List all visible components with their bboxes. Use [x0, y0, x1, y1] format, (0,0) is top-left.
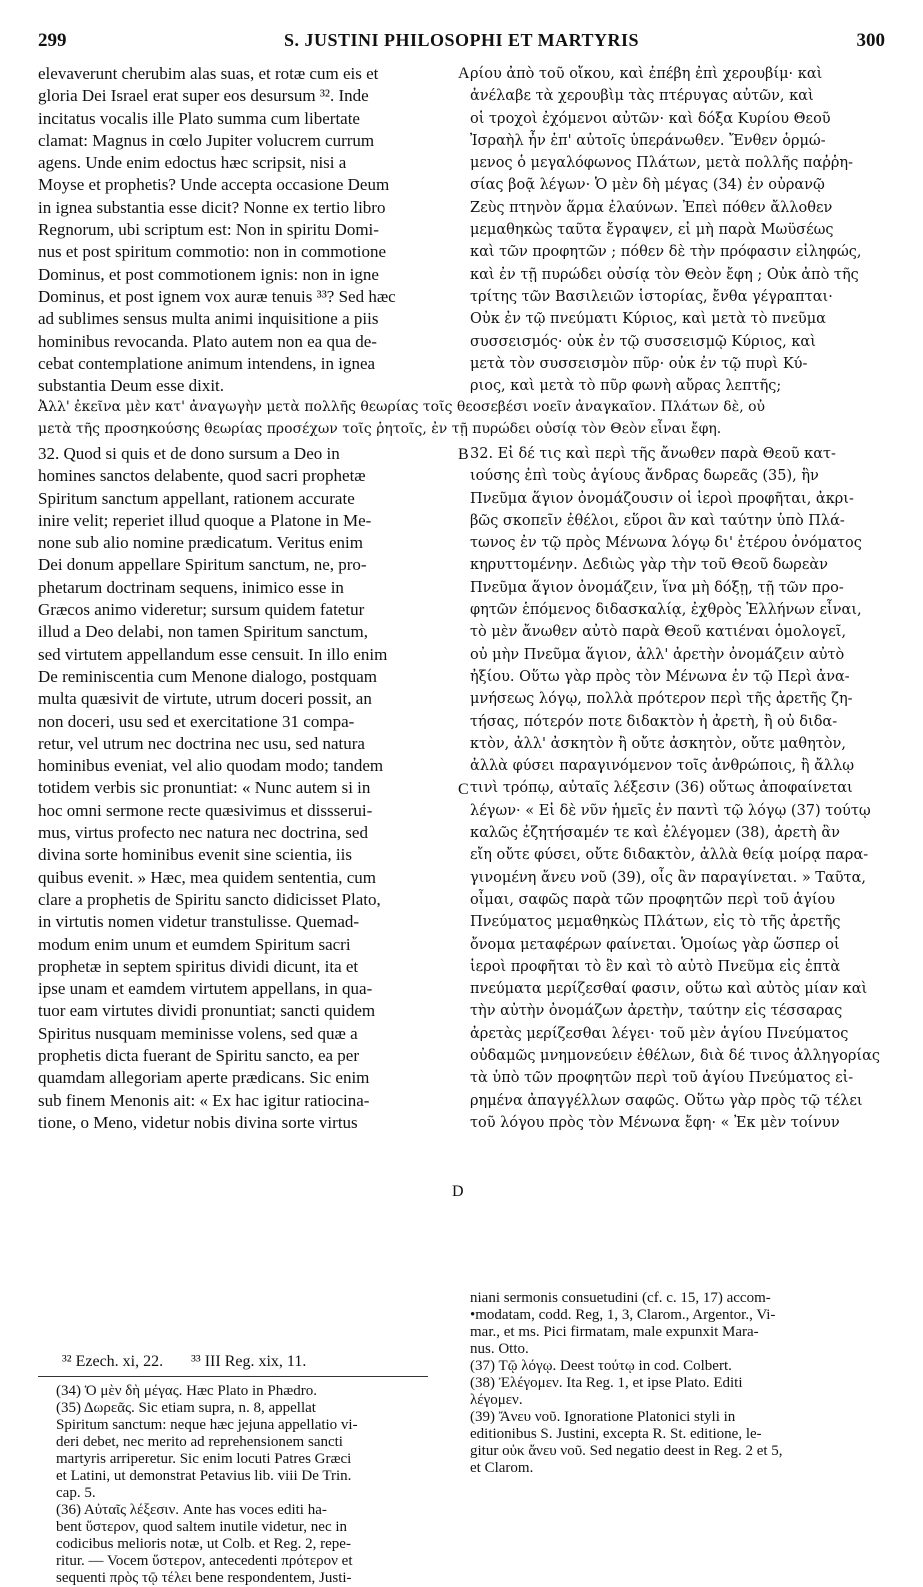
latin-line: De reminiscentia cum Menone dialogo, postquam	[38, 666, 377, 686]
greek-line: Ἰσραὴλ ἦν ἐπ' αὐτοῖς ὑπεράνωθεν. Ἔνθεν ὁρμώ-	[470, 132, 826, 149]
footnote-line: (38) Ἐλέγομεν. Ita Reg. 1, et ipse Plato. Editi	[470, 1375, 743, 1391]
margin-letter-d: D	[452, 1183, 464, 1200]
greek-line: φητῶν ἑπόμενος διδασκαλίᾳ, ἐχθρὸς Ἑλλήνων εἶναι,	[470, 602, 862, 619]
footnote-line: bent ὕστερον, quod saltem inutile videtur, nec in	[56, 1519, 348, 1535]
latin-line: sub finem Menonis ait: « Ex hac igitur ratiocina-	[38, 1090, 370, 1110]
margin-letter-b: B	[458, 446, 469, 463]
footnote-line: (39) Ἄνευ νοῦ. Ignoratione Platonici styli in	[470, 1409, 736, 1425]
footnote-line: sequenti πρὸς τῷ τέλει bene respondentem, Justi-	[56, 1570, 352, 1586]
latin-line: sed virtutem appellandum esse censuit. In illo enim	[38, 644, 388, 664]
greek-line: τὴν αὐτὴν ὀνομάζων ἀρετὴν, ταύτην εἰς τέσσαρας	[470, 1003, 843, 1020]
greek-line: ρίου ἀπὸ τοῦ οἴκου, καὶ ἐπέβη ἐπὶ χερουβίμ· καὶ	[470, 66, 823, 82]
latin-line: Dominus, et post commotionem ignis: non in igne	[38, 264, 379, 284]
footnote-line: cap. 5.	[56, 1485, 96, 1501]
latin-line: mus, virtus profecto nec natura nec doctrina, sed	[38, 823, 368, 843]
running-title: S. JUSTINI PHILOSOPHI ET MARTYRIS	[283, 30, 640, 50]
greek-full-width-passage	[38, 396, 888, 440]
latin-line: Spiritus nusquam meminisse volens, sed quæ a	[38, 1023, 358, 1043]
greek-line: μενος ὁ μεγαλόφωνος Πλάτων, μετὰ πολλῆς παῤῥη-	[470, 155, 853, 172]
latin-line: illud a Deo delabi, non tamen Spiritum sanctum,	[38, 622, 369, 642]
greek-line: οἶμαι, σαφῶς παρὰ τῶν προφητῶν περὶ τοῦ ἁγίου	[470, 891, 836, 908]
latin-line: ipse unam et eamdem virtutem appellans, in qua-	[38, 979, 373, 999]
latin-line: tuor eam virtutes dividi pronuntiat; sancti quidem	[38, 1001, 376, 1021]
greek-line: τινὶ τρόπῳ, αὐταῖς λέξεσιν (36) οὕτως ἀποφαίνεται	[470, 780, 853, 797]
greek-line: γινομένη ἄνευ νοῦ (39), οἷς ἂν παραγίνεται. » Ταῦτα,	[470, 869, 867, 886]
margin-letter-c: C	[458, 781, 469, 798]
greek-line: ἠξίου. Οὕτω γὰρ πρὸς τὸν Μένωνα ἐν τῷ Περὶ ἀνα-	[470, 668, 850, 685]
greek-line: οὐδαμῶς μνημονεύειν ἐθέλων, διὰ δέ τινος ἀλληγορίας	[470, 1048, 880, 1065]
margin-letter-a: A	[458, 65, 470, 82]
latin-line: in virtutis nomen videtur transtulisse. Quemad-	[38, 912, 360, 932]
greek-line: μεμαθηκὼς ταῦτα ἔγραψεν, εἰ μὴ παρὰ Μωϋσέως	[470, 222, 834, 239]
footnote-line: (37) Τῷ λόγῳ. Deest τούτῳ in cod. Colbert.	[470, 1358, 732, 1374]
footnote-line: gitur οὐκ ἄνευ νοῦ. Sed negatio deest in Reg. 2 et 5,	[470, 1443, 783, 1459]
greek-line: τρίτης τῶν Βασιλειῶν ἱστορίας, ἔνθα γέγραπται·	[470, 288, 833, 305]
latin-line: Dei donum appellare Spiritum sanctum, ne, pro-	[38, 555, 367, 575]
latin-line: quamdam allegoriam aperte prædicans. Sic enim	[38, 1068, 370, 1088]
latin-line: hominibus revocanda. Plato autem non ea qua de-	[38, 331, 377, 351]
greek-line: εἴη οὔτε φύσει, οὔτε διδακτὸν, ἀλλὰ θείᾳ μοίρᾳ παρα-	[470, 847, 869, 864]
greek-line: Ζεὺς πτηνὸν ἅρμα ἐλαύνων. Ἐπεὶ πόθεν ἄλλοθεν	[470, 199, 833, 216]
greek-line: 32. Εἰ δέ τις καὶ περὶ τῆς ἄνωθεν παρὰ Θεοῦ κατ-	[470, 446, 836, 462]
footnotes-right-column	[470, 1290, 888, 1477]
latin-line: agens. Unde enim edoctus hæc scripsit, nisi a	[38, 153, 347, 173]
greek-line: συσσεισμός· οὐκ ἐν τῷ συσσεισμῷ Κύριος, καὶ	[470, 333, 816, 350]
latin-line: in ignea substantia esse dicit? Nonne ex tertio libro	[38, 197, 386, 217]
latin-line: prophetis dicta fuerant de Spiritu sancto, ea per	[38, 1046, 359, 1066]
latin-line: inire velit; reperiet illud quoque a Platone in Me-	[38, 510, 372, 530]
footnote-line: editionibus S. Justini, excepta R. St. editione, le-	[470, 1426, 762, 1442]
footnote-line: (35) Δωρεᾶς. Sic etiam supra, n. 8, appellat	[56, 1400, 316, 1416]
latin-line: hominibus eveniat, vel alio quodam modo; tandem	[38, 756, 384, 776]
running-header	[38, 30, 885, 52]
latin-line: quibus evenit. » Hæc, mea quidem sententia, cum	[38, 867, 377, 887]
greek-line: καὶ τῶν προφητῶν ; πόθεν δὲ τὴν πρόφασιν εἰληφώς,	[470, 244, 862, 261]
latin-line: homines sanctos delabente, quod sacri prophetæ	[38, 466, 366, 486]
greek-line: Πνεῦμα ἅγιον ὀνομάζουσιν οἱ ἱεροὶ προφῆται, ἀκρι-	[470, 490, 854, 507]
latin-line: tione, o Meno, videtur nobis divina sorte virtus	[38, 1112, 358, 1132]
greek-line: ιούσης ἐπὶ τοὺς ἁγίους ἄνδρας δωρεᾶς (35), ἣν	[470, 468, 819, 485]
greek-line: τὰ ὑπὸ τῶν προφητῶν περὶ τοῦ ἁγίου Πνεύματος εἰ-	[470, 1070, 854, 1087]
latin-line: Græcos animo videretur; sursum quidem fatetur	[38, 600, 365, 620]
latin-line: non doceri, usu sed et exercitatione 31 compa-	[38, 711, 355, 731]
latin-line: cebat contemplatione animum intendens, in ignea	[38, 353, 376, 373]
latin-line: Spiritum sanctum appellant, rationem accurate	[38, 488, 355, 508]
latin-line: divina sorte hominibus evenit sine scientia, iis	[38, 845, 352, 865]
latin-line: Regnorum, ubi scriptum est: Non in spiritu Domi-	[38, 220, 379, 240]
greek-line: τωνος ἐν τῷ πρὸς Μένωνα λόγῳ δι' ἑτέρου ὀνόματος	[470, 535, 862, 552]
greek-line: οἱ τροχοὶ ἐχόμενοι αὐτῶν· καὶ δόξα Κυρίου Θεοῦ	[470, 110, 831, 127]
greek-line: πνεύματα μερίζεσθαί φασιν, οὕτω καὶ αὐτὸς μίαν καὶ	[470, 981, 868, 998]
page-number-left: 299	[38, 30, 67, 51]
greek-line: ρημένα ἀπαγγέλλων σαφῶς. Οὕτω γὰρ πρὸς τῷ τέλει	[470, 1092, 863, 1109]
greek-line: ὄνομα μεταφέρων φαίνεται. Ὁμοίως γὰρ ὥσπερ οἱ	[470, 936, 840, 953]
latin-line: totidem verbis sic pronuntiat: « Nunc autem si in	[38, 778, 371, 798]
footnote-line: niani sermonis consuetudini (cf. c. 15, 17) accom-	[470, 1290, 771, 1306]
latin-line: Moyse et prophetis? Unde accepta occasione Deum	[38, 175, 390, 195]
footnote-line: (34) Ὁ μὲν δὴ μέγας. Hæc Plato in Phædro.	[56, 1383, 317, 1399]
latin-line: multa quæsivit de virtute, utrum doceri possit, an	[38, 689, 372, 709]
footnote-line: mar., et ms. Pici firmatam, male expunxit Mara-	[470, 1324, 759, 1340]
page-number-right: 300	[856, 30, 885, 51]
footnote-divider	[38, 1376, 428, 1377]
latin-line: nus et post spiritum commotio: non in commotione	[38, 242, 387, 262]
greek-line: καλῶς ἐζητήσαμέν τε καὶ ἐλέγομεν (38), ἀρετὴ ἂν	[470, 825, 840, 842]
greek-column-top	[470, 63, 888, 397]
greek-line: μνήσεως λόγῳ, πολλὰ πρότερον περὶ τῆς ἀρετῆς ζη-	[470, 691, 853, 708]
latin-line: incitatus vocalis ille Plato summa cum libertate	[38, 108, 360, 128]
greek-line: κτὸν, ἀλλ' ἀσκητὸν ἢ οὔτε ἀσκητὸν, οὔτε μαθητὸν,	[470, 735, 846, 752]
footnote-line: deri debet, nec merito ad reprehensionem sancti	[56, 1434, 343, 1450]
footnote-line: codicibus melioris notæ, ut Colb. et Reg. 2, repe-	[56, 1536, 351, 1552]
greek-line: Πνεύματος μεμαθηκὼς Πλάτων, εἰς τὸ τῆς ἀρετῆς	[470, 914, 841, 931]
greek-line: μετὰ τῆς προσηκούσης θεωρίας προσέχων τοῖς ῥητοῖς, ἐν τῇ πυρώδει οὐσίᾳ τὸν Θεὸν εἶναι ἔφη.	[38, 421, 722, 437]
greek-line: μετὰ τὸν συσσεισμὸν πῦρ· οὐκ ἐν τῷ πυρὶ Κύ-	[470, 355, 808, 372]
greek-line: κηρυττομένην. Δεδιὼς γὰρ τὴν τοῦ Θεοῦ δωρεὰν	[470, 557, 828, 574]
greek-line: ἀλλὰ φύσει παραγινόμενον τοῖς ἀνθρώποις, ἢ ἄλλῳ	[470, 758, 855, 775]
greek-line: τοῦ λόγου πρὸς τὸν Μένωνα ἔφη· « Ἐκ μὲν τοίνυν	[470, 1114, 840, 1131]
latin-line: none sub alio nomine prædicatum. Veritus enim	[38, 533, 364, 553]
latin-line: phetarum doctrinam sequens, inimico esse in	[38, 577, 344, 597]
greek-line: ἱεροὶ προφῆται τὸ ἓν καὶ τὸ αὐτὸ Πνεῦμα εἰς ἑπτὰ	[470, 958, 841, 975]
latin-line: Dominus, et post ignem vox auræ tenuis ³³? Sed hæc	[38, 286, 396, 306]
latin-line: clare a prophetis de Spiritu sancto didicisset Plato,	[38, 889, 381, 909]
greek-line: ἀρετὰς μερίζεσθαι λέγει· τοῦ μὲν ἁγίου Πνεύματος	[470, 1025, 849, 1042]
greek-line: τήσας, πότερόν ποτε διδακτὸν ἡ ἀρετὴ, ἢ οὐ διδα-	[470, 713, 838, 730]
greek-line: καὶ ἐν τῇ πυρώδει οὐσίᾳ τὸν Θεὸν ἔφη ; Οὐκ ἀπὸ τῆς	[470, 266, 859, 283]
footnote-line: ritur. — Vocem ὕστερον, antecedenti πρότερον et	[56, 1553, 353, 1569]
latin-column-top	[38, 63, 463, 397]
greek-line: τὸ μὲν ἄνωθεν αὐτὸ παρὰ Θεοῦ κατιέναι ὁμολογεῖ,	[470, 624, 847, 641]
greek-column-main	[470, 443, 888, 1134]
latin-line: elevaverunt cherubim alas suas, et rotæ cum eis et	[38, 64, 379, 83]
footnote-line: •modatam, codd. Reg, 1, 3, Clarom., Argentor., Vi-	[470, 1307, 776, 1323]
latin-line: gloria Dei Israel erat super eos desursum ³². Inde	[38, 86, 369, 106]
greek-line: βῶς σκοπεῖν ἐθέλοι, εὕροι ἂν καὶ ταύτην ὑπὸ Πλά-	[470, 512, 845, 529]
latin-column-main	[38, 443, 463, 1134]
greek-line: σίας βοᾷ λέγων· Ὁ μὲν δὴ μέγας (34) ἐν οὐρανῷ	[470, 177, 825, 194]
latin-line: ad sublimes sensus multa animi inquisitione a piis	[38, 309, 379, 329]
greek-line: Οὐκ ἐν τῷ πνεύματι Κύριος, καὶ μετὰ τὸ πνεῦμα	[470, 311, 826, 328]
greek-line: λέγων· « Εἰ δὲ νῦν ἡμεῖς ἐν παντὶ τῷ λόγῳ (37) τούτῳ	[470, 802, 871, 819]
footnote-line: martyris arriperetur. Sic enim locuti Patres Græci	[56, 1451, 352, 1467]
footnote-line: et Latini, ut demonstrat Petavius lib. viii De Trin.	[56, 1468, 352, 1484]
footnote-line: (36) Αὐταῖς λέξεσιν. Ante has voces editi ha-	[56, 1502, 327, 1518]
scripture-references	[62, 1353, 330, 1371]
latin-line: 32. Quod si quis et de dono sursum a Deo in	[38, 444, 340, 463]
reference-32: ³² Ezech. xi, 22.	[62, 1353, 164, 1370]
latin-line: prophetæ in septem spiritus dividi dicunt, ita et	[38, 956, 359, 976]
latin-line: hoc omni sermone recte quæsivimus et dissserui-	[38, 800, 373, 820]
footnote-line: Spiritum sanctum: neque hæc jejuna appellatio vi-	[56, 1417, 358, 1433]
footnote-line: nus. Otto.	[470, 1341, 529, 1357]
latin-line: substantia Deum esse dixit.	[38, 376, 225, 396]
greek-line: ριος, καὶ μετὰ τὸ πῦρ φωνὴ αὔρας λεπτῆς;	[470, 378, 782, 395]
latin-line: modum enim unum et eumdem Spiritum sacri	[38, 934, 351, 954]
footnote-line: λέγομεν.	[470, 1392, 523, 1408]
footnote-line: et Clarom.	[470, 1460, 534, 1476]
latin-line: retur, vel utrum nec doctrina nec usu, sed natura	[38, 733, 365, 753]
footnotes-left-column	[56, 1383, 456, 1587]
reference-33: ³³ III Reg. xix, 11.	[191, 1353, 307, 1370]
greek-line: Πνεῦμα ἅγιον ὀνομάζειν, ἵνα μὴ δόξῃ, τῇ τῶν προ-	[470, 579, 844, 596]
latin-line: clamat: Magnus in cœlo Jupiter volucrem currum	[38, 130, 375, 150]
greek-line: ἀνέλαβε τὰ χερουβὶμ τὰς πτέρυγας αὐτῶν, καὶ	[470, 88, 814, 105]
greek-line: οὐ μὴν Πνεῦμα ἅγιον, ἀλλ' ἀρετὴν ὀνομάζειν αὐτὸ	[470, 646, 845, 663]
greek-line: Ἀλλ' ἐκεῖνα μὲν κατ' ἀναγωγὴν μετὰ πολλῆς θεωρίας τοῖς θεοσεβέσι νοεῖν ἀναγκαῖον. Πλάτων δὲ, οὐ	[38, 399, 766, 415]
